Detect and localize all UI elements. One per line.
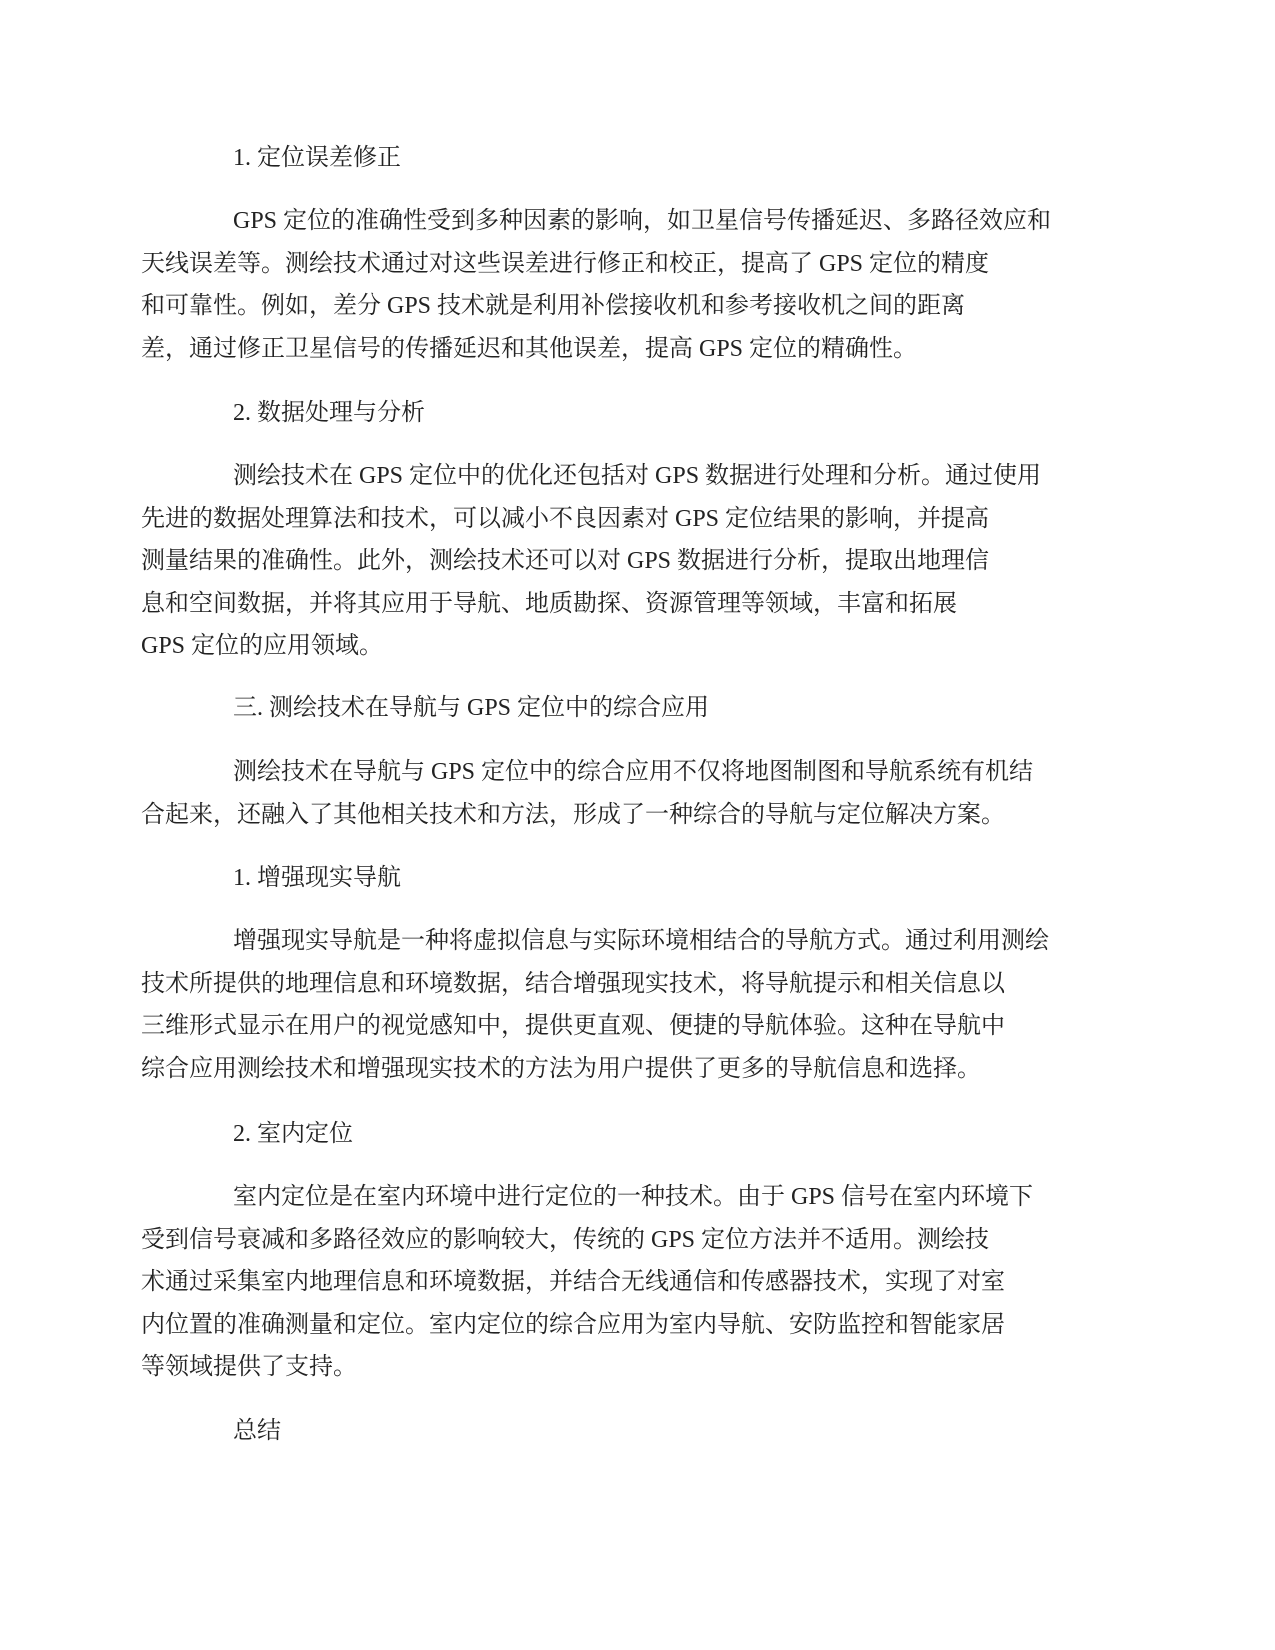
text-line: GPS 定位的应用领域。	[141, 633, 384, 659]
section-heading-summary	[187, 1410, 1089, 1453]
section-heading-indoor-positioning	[187, 1113, 1089, 1156]
text-line: 受到信号衰减和多路径效应的影响较大，传统的 GPS 定位方法并不适用。测绘技	[141, 1226, 990, 1253]
text-line: 总结	[233, 1418, 281, 1444]
text-line: 1. 定位误差修正	[233, 145, 401, 171]
text-line: 术通过采集室内地理信息和环境数据，并结合无线通信和传感器技术，实现了对室	[141, 1269, 1005, 1295]
text-line: 和可靠性。例如，差分 GPS 技术就是利用补偿接收机和参考接收机之间的距离	[141, 293, 966, 319]
text-line: 天线误差等。测绘技术通过对这些误差进行修正和校正，提高了 GPS 定位的精度	[141, 250, 990, 277]
text-line: 合起来，还融入了其他相关技术和方法，形成了一种综合的导航与定位解决方案。	[141, 801, 1005, 828]
text-line: 综合应用测绘技术和增强现实技术的方法为用户提供了更多的导航信息和选择。	[141, 1055, 981, 1082]
paragraph-error-correction	[141, 200, 1089, 370]
section-heading-ar-navigation	[187, 857, 1089, 900]
paragraph-indoor-positioning	[141, 1176, 1089, 1389]
text-line: 测绘技术在导航与 GPS 定位中的综合应用不仅将地图制图和导航系统有机结	[233, 759, 1034, 785]
text-line: 三维形式显示在用户的视觉感知中，提供更直观、便捷的导航体验。这种在导航中	[141, 1013, 1005, 1039]
text-line: 增强现实导航是一种将虚拟信息与实际环境相结合的导航方式。通过利用测绘	[233, 928, 1049, 954]
text-line: 差，通过修正卫星信号的传播延迟和其他误差，提高 GPS 定位的精确性。	[141, 335, 918, 362]
paragraph-ar-navigation	[141, 920, 1089, 1090]
text-line: GPS 定位的准确性受到多种因素的影响，如卫星信号传播延迟、多路径效应和	[233, 208, 1052, 234]
text-line: 测量结果的准确性。此外，测绘技术还可以对 GPS 数据进行分析，提取出地理信	[141, 548, 990, 574]
paragraph-data-processing	[141, 455, 1089, 668]
text-line: 先进的数据处理算法和技术，可以减小不良因素对 GPS 定位结果的影响，并提高	[141, 505, 990, 532]
text-line: 测绘技术在 GPS 定位中的优化还包括对 GPS 数据进行处理和分析。通过使用	[233, 463, 1042, 489]
text-line: 息和空间数据，并将其应用于导航、地质勘探、资源管理等领域，丰富和拓展	[141, 590, 957, 617]
section-heading-data-processing	[187, 392, 1089, 435]
paragraph-integrated-applications	[141, 751, 1089, 836]
text-line: 1. 增强现实导航	[233, 865, 401, 891]
text-line: 三. 测绘技术在导航与 GPS 定位中的综合应用	[233, 695, 710, 721]
text-line: 2. 室内定位	[233, 1121, 353, 1147]
section-heading-integrated-applications	[187, 687, 1089, 730]
section-heading-error-correction	[187, 137, 1089, 180]
text-line: 内位置的准确测量和定位。室内定位的综合应用为室内导航、安防监控和智能家居	[141, 1311, 1005, 1338]
text-line: 技术所提供的地理信息和环境数据，结合增强现实技术，将导航提示和相关信息以	[141, 970, 1005, 997]
text-line: 2. 数据处理与分析	[233, 400, 425, 426]
text-line: 等领域提供了支持。	[141, 1354, 357, 1380]
text-line: 室内定位是在室内环境中进行定位的一种技术。由于 GPS 信号在室内环境下	[233, 1184, 1034, 1210]
